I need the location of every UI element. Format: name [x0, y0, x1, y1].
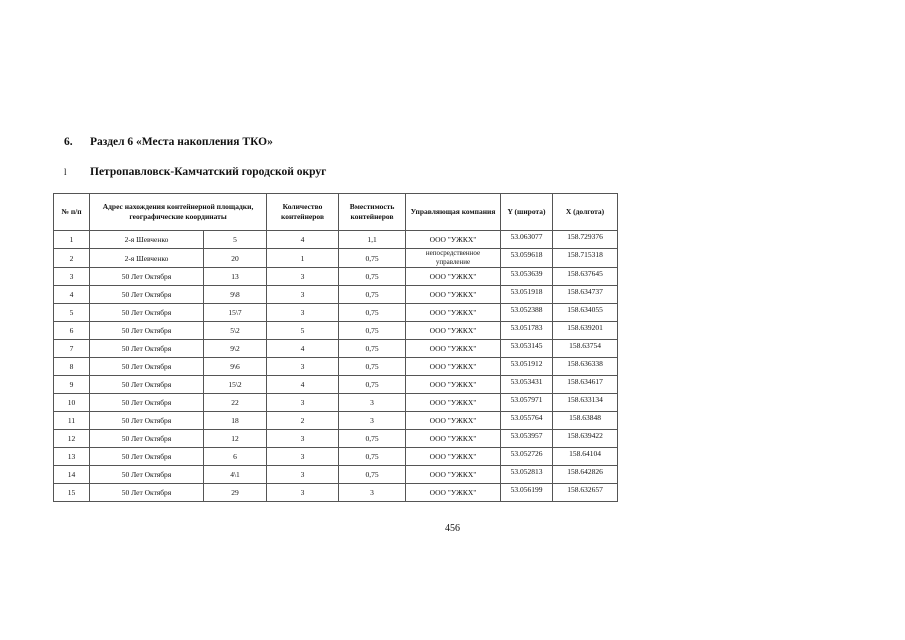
longitude-cell: 158.64104 [553, 448, 618, 466]
header-longitude: X (долгота) [553, 194, 618, 231]
latitude-cell: 53.053639 [501, 268, 553, 286]
container-count-cell: 3 [267, 484, 339, 502]
table-row [54, 448, 618, 466]
longitude-cell: 158.634737 [553, 286, 618, 304]
row-number-cell: 6 [54, 322, 90, 340]
longitude-cell: 158.639201 [553, 322, 618, 340]
table-row [54, 466, 618, 484]
header-count: Количество контейнеров [267, 194, 339, 231]
company-cell: ООО "УЖКХ" [406, 268, 501, 286]
latitude-cell: 53.053431 [501, 376, 553, 394]
table-row [54, 430, 618, 448]
row-number-cell: 1 [54, 231, 90, 249]
house-cell: 15\2 [204, 376, 267, 394]
table-row [54, 484, 618, 502]
latitude-cell: 53.057971 [501, 394, 553, 412]
capacity-cell: 0,75 [339, 358, 406, 376]
company-cell: ООО "УЖКХ" [406, 358, 501, 376]
street-cell: 50 Лет Октября [90, 286, 204, 304]
company-cell: ООО "УЖКХ" [406, 340, 501, 358]
row-number-cell: 13 [54, 448, 90, 466]
longitude-cell: 158.715318 [553, 249, 618, 268]
table-row [54, 231, 618, 249]
house-cell: 15\7 [204, 304, 267, 322]
page-number: 456 [445, 523, 460, 534]
container-count-cell: 3 [267, 466, 339, 484]
capacity-cell: 0,75 [339, 286, 406, 304]
company-cell: ООО "УЖКХ" [406, 376, 501, 394]
company-cell: непосредственное управление [406, 249, 501, 268]
capacity-cell: 0,75 [339, 466, 406, 484]
header-capacity: Вместимость контейнеров [339, 194, 406, 231]
capacity-cell: 3 [339, 412, 406, 430]
header-latitude: Y (широта) [501, 194, 553, 231]
row-number-cell: 7 [54, 340, 90, 358]
capacity-cell: 0,75 [339, 304, 406, 322]
table-row [54, 304, 618, 322]
container-count-cell: 4 [267, 376, 339, 394]
capacity-cell: 0,75 [339, 448, 406, 466]
company-cell: ООО "УЖКХ" [406, 430, 501, 448]
container-count-cell: 3 [267, 448, 339, 466]
house-cell: 9\8 [204, 286, 267, 304]
longitude-cell: 158.634617 [553, 376, 618, 394]
table-row [54, 358, 618, 376]
house-cell: 29 [204, 484, 267, 502]
latitude-cell: 53.063077 [501, 231, 553, 249]
section-title: Раздел 6 «Места накопления ТКО» [90, 136, 273, 148]
street-cell: 50 Лет Октября [90, 268, 204, 286]
container-count-cell: 1 [267, 249, 339, 268]
row-number-cell: 3 [54, 268, 90, 286]
section-number: 6. [64, 136, 73, 148]
row-number-cell: 2 [54, 249, 90, 268]
longitude-cell: 158.636338 [553, 358, 618, 376]
house-cell: 4\1 [204, 466, 267, 484]
street-cell: 50 Лет Октября [90, 394, 204, 412]
table-row [54, 322, 618, 340]
table-header-row [54, 194, 618, 231]
house-cell: 5 [204, 231, 267, 249]
row-number-cell: 11 [54, 412, 90, 430]
house-cell: 9\6 [204, 358, 267, 376]
company-cell: ООО "УЖКХ" [406, 304, 501, 322]
street-cell: 50 Лет Октября [90, 340, 204, 358]
longitude-cell: 158.634055 [553, 304, 618, 322]
house-cell: 6 [204, 448, 267, 466]
container-count-cell: 3 [267, 268, 339, 286]
container-count-cell: 4 [267, 231, 339, 249]
street-cell: 50 Лет Октября [90, 322, 204, 340]
row-number-cell: 8 [54, 358, 90, 376]
company-cell: ООО "УЖКХ" [406, 448, 501, 466]
row-number-cell: 5 [54, 304, 90, 322]
latitude-cell: 53.051918 [501, 286, 553, 304]
latitude-cell: 53.055764 [501, 412, 553, 430]
table-row [54, 394, 618, 412]
company-cell: ООО "УЖКХ" [406, 394, 501, 412]
longitude-cell: 158.637645 [553, 268, 618, 286]
header-num: № п/п [54, 194, 90, 231]
house-cell: 18 [204, 412, 267, 430]
street-cell: 50 Лет Октября [90, 412, 204, 430]
container-count-cell: 3 [267, 394, 339, 412]
capacity-cell: 3 [339, 484, 406, 502]
longitude-cell: 158.642826 [553, 466, 618, 484]
header-company: Управляющая компания [406, 194, 501, 231]
house-cell: 22 [204, 394, 267, 412]
street-cell: 50 Лет Октября [90, 304, 204, 322]
house-cell: 12 [204, 430, 267, 448]
company-cell: ООО "УЖКХ" [406, 286, 501, 304]
latitude-cell: 53.053957 [501, 430, 553, 448]
longitude-cell: 158.639422 [553, 430, 618, 448]
capacity-cell: 0,75 [339, 322, 406, 340]
table-body [54, 231, 618, 502]
street-cell: 50 Лет Октября [90, 466, 204, 484]
table-row [54, 412, 618, 430]
row-number-cell: 12 [54, 430, 90, 448]
company-cell: ООО "УЖКХ" [406, 466, 501, 484]
containers-table [53, 193, 618, 502]
latitude-cell: 53.052813 [501, 466, 553, 484]
street-cell: 50 Лет Октября [90, 448, 204, 466]
house-cell: 5\2 [204, 322, 267, 340]
house-cell: 9\2 [204, 340, 267, 358]
section-heading [64, 136, 273, 148]
house-cell: 13 [204, 268, 267, 286]
row-number-cell: 15 [54, 484, 90, 502]
street-cell: 50 Лет Октября [90, 484, 204, 502]
house-cell: 20 [204, 249, 267, 268]
longitude-cell: 158.633134 [553, 394, 618, 412]
street-cell: 2-я Шевченко [90, 231, 204, 249]
street-cell: 50 Лет Октября [90, 376, 204, 394]
container-count-cell: 2 [267, 412, 339, 430]
company-cell: ООО "УЖКХ" [406, 412, 501, 430]
table-row [54, 249, 618, 268]
table-row [54, 286, 618, 304]
capacity-cell: 1,1 [339, 231, 406, 249]
subsection-number: l [64, 167, 67, 177]
longitude-cell: 158.729376 [553, 231, 618, 249]
latitude-cell: 53.052388 [501, 304, 553, 322]
container-count-cell: 5 [267, 322, 339, 340]
container-count-cell: 4 [267, 340, 339, 358]
container-count-cell: 3 [267, 430, 339, 448]
row-number-cell: 14 [54, 466, 90, 484]
container-count-cell: 3 [267, 286, 339, 304]
capacity-cell: 0,75 [339, 430, 406, 448]
company-cell: ООО "УЖКХ" [406, 322, 501, 340]
company-cell: ООО "УЖКХ" [406, 484, 501, 502]
street-cell: 2-я Шевченко [90, 249, 204, 268]
capacity-cell: 0,75 [339, 249, 406, 268]
street-cell: 50 Лет Октября [90, 358, 204, 376]
table-row [54, 268, 618, 286]
latitude-cell: 53.056199 [501, 484, 553, 502]
container-count-cell: 3 [267, 304, 339, 322]
row-number-cell: 9 [54, 376, 90, 394]
latitude-cell: 53.059618 [501, 249, 553, 268]
latitude-cell: 53.053145 [501, 340, 553, 358]
capacity-cell: 0,75 [339, 340, 406, 358]
capacity-cell: 3 [339, 394, 406, 412]
longitude-cell: 158.632657 [553, 484, 618, 502]
header-address: Адрес нахождения контейнерной площадки, географические координаты [90, 194, 267, 231]
longitude-cell: 158.63848 [553, 412, 618, 430]
subsection-heading [64, 166, 326, 178]
street-cell: 50 Лет Октября [90, 430, 204, 448]
longitude-cell: 158.63754 [553, 340, 618, 358]
latitude-cell: 53.052726 [501, 448, 553, 466]
row-number-cell: 4 [54, 286, 90, 304]
container-count-cell: 3 [267, 358, 339, 376]
latitude-cell: 53.051783 [501, 322, 553, 340]
capacity-cell: 0,75 [339, 268, 406, 286]
capacity-cell: 0,75 [339, 376, 406, 394]
table-row [54, 376, 618, 394]
row-number-cell: 10 [54, 394, 90, 412]
company-cell: ООО "УЖКХ" [406, 231, 501, 249]
table-row [54, 340, 618, 358]
subsection-title: Петропавловск-Камчатский городской округ [90, 166, 327, 178]
latitude-cell: 53.051912 [501, 358, 553, 376]
